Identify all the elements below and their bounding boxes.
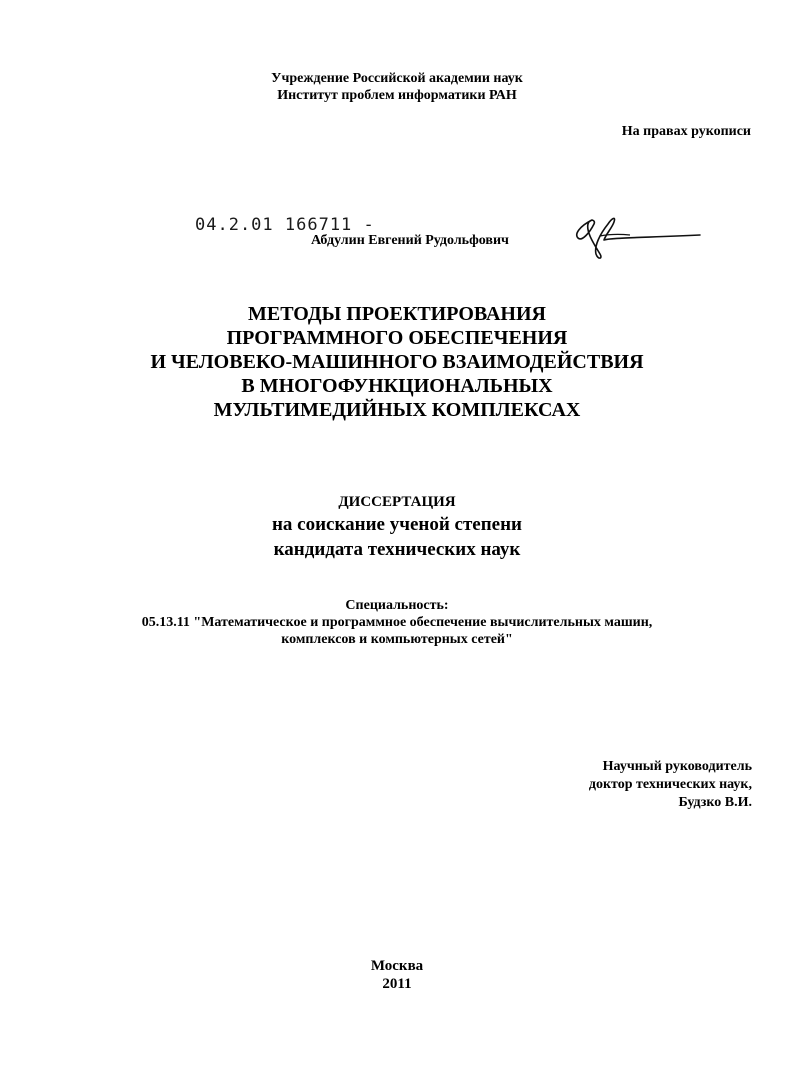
supervisor-degree: доктор технических наук,	[588, 777, 752, 792]
specialty-label: Специальность:	[345, 598, 449, 613]
dissertation-title	[0, 302, 794, 422]
title-line-1: МЕТОДЫ ПРОЕКТИРОВАНИЯ	[248, 303, 546, 325]
author-name: Абдулин Евгений Рудольфович	[311, 233, 509, 248]
library-stamp-number: 04.2.01 166711 -	[195, 215, 375, 235]
title-line-5: МУЛЬТИМЕДИЙНЫХ КОМПЛЕКСАХ	[213, 399, 581, 421]
document-type: ДИССЕРТАЦИЯ	[338, 494, 456, 510]
title-line-2: ПРОГРАММНОГО ОБЕСПЕЧЕНИЯ	[226, 327, 568, 349]
institution-header	[0, 70, 794, 104]
title-line-4: В МНОГОФУНКЦИОНАЛЬНЫХ	[241, 375, 553, 397]
degree-line-2: кандидата технических наук	[273, 539, 521, 560]
footer-city: Москва	[370, 958, 424, 974]
footer-place-year	[0, 957, 794, 993]
specialty-line-1: 05.13.11 "Математическое и программное обеспечение вычислительных машин,	[141, 615, 653, 630]
degree-line-1: на соискание ученой степени	[271, 514, 522, 535]
institution-line-2: Институт проблем информатики РАН	[277, 88, 517, 103]
specialty-line-2: комплексов и компьютерных сетей"	[281, 632, 513, 647]
author-signature-icon	[570, 210, 705, 260]
footer-year: 2011	[382, 976, 412, 992]
institution-line-1: Учреждение Российской академии наук	[271, 71, 523, 86]
specialty-block	[0, 597, 794, 648]
manuscript-rights-note: На правах рукописи	[621, 124, 751, 139]
supervisor-role: Научный руководитель	[602, 759, 752, 774]
supervisor-name: Будзко В.И.	[678, 795, 752, 810]
supervisor-block	[589, 758, 752, 812]
title-line-3: И ЧЕЛОВЕКО-МАШИННОГО ВЗАИМОДЕЙСТВИЯ	[150, 351, 644, 373]
